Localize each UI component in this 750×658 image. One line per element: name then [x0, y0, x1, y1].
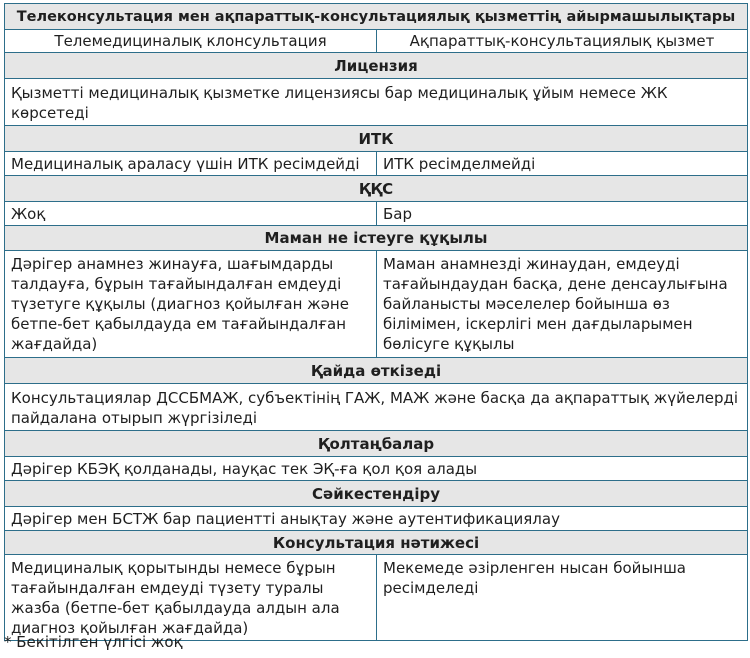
- section-heading-kks: ҚҚС: [5, 176, 748, 202]
- column-header-info-service: Ақпараттық-консультациялық қызмет: [377, 30, 748, 53]
- rights-info-service: Маман анамнезді жинаудан, емдеуді тағайындаудан басқа, дене денсаулығына байланысты мәселелер бойынша өз білімімен, іскерлігі мен дағдыларымен бөлісуге құқылы: [377, 251, 748, 358]
- section-heading-where: Қайда өткізеді: [5, 358, 748, 384]
- signatures-text: Дәрігер КБЭҚ қолданады, науқас тек ЭҚ-ға қол қоя алады: [5, 457, 748, 481]
- section-heading-identification: Сәйкестендіру: [5, 481, 748, 507]
- itk-telemedicine: Медициналық араласу үшін ИТК ресімдейді: [5, 152, 377, 176]
- where-text: Консультациялар ДССБМАЖ, субъектінің ГАЖ, МАЖ және басқа да ақпараттық жүйелерді пайдалана отырып жүргізіледі: [5, 384, 748, 431]
- kks-info-service: Бар: [377, 202, 748, 226]
- result-info-service: Мекемеде әзірленген нысан бойынша ресімделеді: [377, 555, 748, 641]
- section-heading-result: Консультация нәтижесі: [5, 531, 748, 555]
- itk-info-service: ИТК ресімделмейді: [377, 152, 748, 176]
- table-title: Телеконсультация мен ақпараттық-консультациялық қызметтің айырмашылықтары: [5, 4, 748, 30]
- identification-text: Дәрігер мен БСТЖ бар пациентті анықтау және аутентификациялау: [5, 507, 748, 531]
- section-heading-license: Лицензия: [5, 53, 748, 79]
- section-heading-rights: Маман не істеуге құқылы: [5, 226, 748, 251]
- section-heading-itk: ИТК: [5, 126, 748, 152]
- rights-telemedicine: Дәрігер анамнез жинауға, шағымдарды талдауға, бұрын тағайындалған емдеуді түзетуге құқылы (диагноз қойылған және бетпе-бет қабылдауда ем тағайындалған жағдайда): [5, 251, 377, 358]
- result-telemedicine: Медициналық қорытынды немесе бұрын тағайындалған емдеуді түзету туралы жазба (бетпе-бет қабылдауда алдын ала диагноз қойылған жағдайда): [5, 555, 377, 641]
- column-header-telemedicine: Телемедициналық клонсультация: [5, 30, 377, 53]
- comparison-table: [4, 3, 748, 641]
- footnote: * Бекітілген үлгісі жоқ: [4, 633, 183, 651]
- license-text: Қызметті медициналық қызметке лицензиясы бар медициналық ұйым немесе ЖК көрсетеді: [5, 79, 748, 126]
- section-heading-signatures: Қолтаңбалар: [5, 431, 748, 457]
- kks-telemedicine: Жоқ: [5, 202, 377, 226]
